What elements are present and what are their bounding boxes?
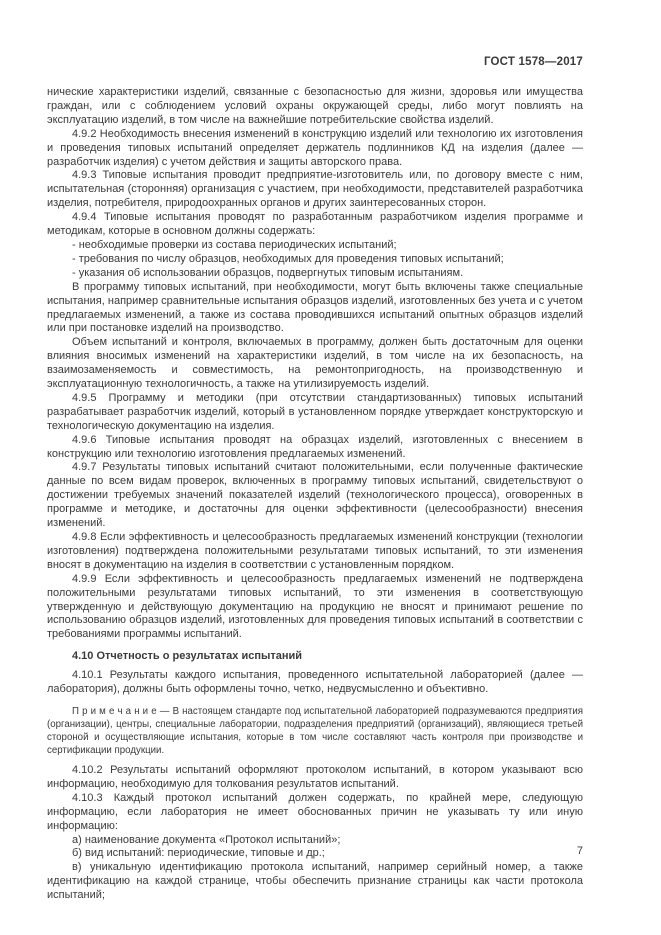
running-header-designation: ГОСТ 1578—2017 xyxy=(483,56,583,68)
bullet-item: - требования по числу образцов, необходимых для проведения типовых испытаний; xyxy=(72,252,504,265)
paragraph: 4.10.2 Результаты испытаний оформляют протоколом испытаний, в котором указывают всю информацию, необходимую для толкования результатов испытаний. xyxy=(47,763,583,790)
paragraph: 4.10.3 Каждый протокол испытаний должен содержать, по крайней мере, следующую информацию, если лаборатория не имеет обоснованных причин не указывать ту или иную информацию: xyxy=(47,791,583,832)
paragraph: 4.9.4 Типовые испытания проводят по разработанным разработчиком изделия программе и методикам, которые в основном должны содержать: xyxy=(47,211,583,238)
bullet-item: - необходимые проверки из состава периодических испытаний; xyxy=(72,238,397,251)
paragraph-continuation: нические характеристики изделий, связанные с безопасностью для жизни, здоровья или имущества граждан, или с соблюдением условий охраны окружающей среды, либо могут повлиять на эксплуатацию изделий, в том числе на важнейшие потребительские свойства изделий. xyxy=(47,86,583,126)
list-item: б) вид испытаний: периодические, типовые и др.; xyxy=(72,847,325,860)
bullet-item: - указания об использовании образцов, подвергнутых типовым испытаниям. xyxy=(72,266,464,279)
paragraph: 4.9.7 Результаты типовых испытаний считают положительными, если полученные фактические данные по всем видам проверок, включенных в программу типовых испытаний, свидетельствуют о достижении требуемых значений показателей изделий (технологического процесса), оговоренных в программе и методике, и достаточны для оценки эффективности (целесообразности) внесения изменений. xyxy=(47,461,583,530)
note-paragraph: П р и м е ч а н и е — В настоящем стандарте под испытательной лабораторией подразумеваются предприятия (организации), центры, специальные лаборатории, подразделения предприятий (организаций), являющиеся третьей стороной и осуществляющие испытания, которые в том числе составляют часть контроля при производстве и сертификации продукции. xyxy=(47,705,583,756)
paragraph: 4.9.9 Если эффективность и целесообразность предлагаемых изменений не подтверждена положительными результатами типовых испытаний, то эти изменения в соответствующую утвержденную и действующую документацию на продукцию не вносят и принимают решение по использованию образцов изделий, изготовленных для проведения типовых испытаний в соответствии с требованиями программы испытаний. xyxy=(47,572,583,641)
document-body xyxy=(47,86,583,903)
list-item: а) наименование документа «Протокол испытаний»; xyxy=(72,833,341,846)
list-item: в) уникальную идентификацию протокола испытаний, например серийный номер, а также идентификацию на каждой странице, чтобы обеспечить признание страницы как части протокола испытаний; xyxy=(47,861,583,902)
paragraph: 4.9.8 Если эффективность и целесообразность предлагаемых изменений конструкции (технологии изготовления) подтверждена положительными результатами типовых испытаний, то эти изменения вносят в документацию на изделия в соответствии с установленным порядком. xyxy=(47,531,583,571)
section-heading: 4.10 Отчетность о результатах испытаний xyxy=(72,650,303,663)
paragraph: 4.9.2 Необходимость внесения изменений в конструкцию изделий или технологию их изготовления и проведения типовых испытаний определяет держатель подлинников КД на изделия (далее — разработчик изделия) с учетом действия и защиты авторского права. xyxy=(47,127,583,168)
paragraph: 4.9.6 Типовые испытания проводят на образцах изделий, изготовленных с внесением в конструкцию или технологию изготовления предлагаемых изменений. xyxy=(47,433,583,460)
paragraph: 4.10.1 Результаты каждого испытания, проведенного испытательной лабораторией (далее — лаборатория), должны быть оформлены точно, четко, недвусмысленно и объективно. xyxy=(47,669,583,696)
paragraph: Объем испытаний и контроля, включаемых в программу, должен быть достаточным для оценки влияния вносимых изменений на характеристики изделий, в том числе на их безопасность, на взаимозаменяемость и совместимость, на ремонтопригодность, на производственную и эксплуатационную технологичность, а также на утилизируемость изделий. xyxy=(47,336,583,391)
page-number: 7 xyxy=(576,845,583,857)
paragraph: В программу типовых испытаний, при необходимости, могут быть включены также специальные испытания, например сравнительные испытания образцов изделий, изготовленных без учета и с учетом предлагаемых изменений, а также из состава проводившихся испытаний опытных образцов изделий или при постановке изделий на производство. xyxy=(47,280,583,335)
paragraph: 4.9.3 Типовые испытания проводит предприятие-изготовитель или, по договору вместе с ним, испытательная (сторонняя) организация с участием, при необходимости, представителей разработчика изделия, потребителя, природоохранных органов и других заинтересованных сторон. xyxy=(47,169,583,210)
paragraph: 4.9.5 Программу и методики (при отсутствии стандартизованных) типовых испытаний разрабатывает разработчик изделий, который в установленном порядке утверждает конструкторскую и технологическую документацию на изделия. xyxy=(47,391,583,432)
